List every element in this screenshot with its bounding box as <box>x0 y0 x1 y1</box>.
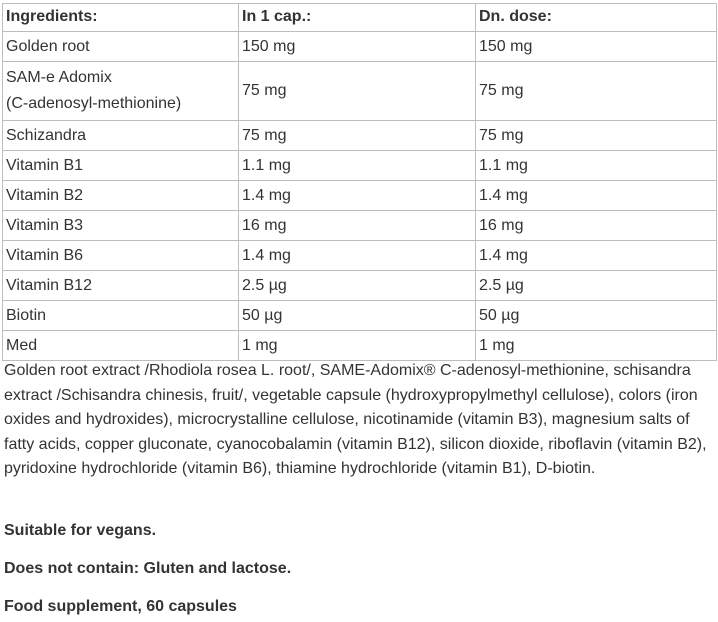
amount-daily-dose: 1.4 mg <box>476 181 717 211</box>
ingredient-name: Golden root <box>3 32 239 62</box>
header-per-capsule: In 1 cap.: <box>239 4 476 32</box>
header-daily-dose: Dn. dose: <box>476 4 717 32</box>
amount-daily-dose: 1 mg <box>476 331 717 361</box>
amount-daily-dose: 2.5 µg <box>476 271 717 301</box>
amount-per-capsule: 75 mg <box>239 121 476 151</box>
ingredient-name-line2: (C-adenosyl-methionine) <box>6 95 182 112</box>
amount-per-capsule: 1 mg <box>239 331 476 361</box>
vegan-note: Suitable for vegans. <box>4 522 157 539</box>
table-row <box>3 331 717 361</box>
ingredient-name: Vitamin B2 <box>3 181 239 211</box>
table-row <box>3 301 717 331</box>
table-row <box>3 241 717 271</box>
ingredient-name: Vitamin B6 <box>3 241 239 271</box>
amount-daily-dose: 16 mg <box>476 211 717 241</box>
amount-per-capsule: 2.5 µg <box>239 271 476 301</box>
table-row <box>3 121 717 151</box>
amount-daily-dose: 1.1 mg <box>476 151 717 181</box>
amount-daily-dose: 50 µg <box>476 301 717 331</box>
header-ingredients: Ingredients: <box>3 4 239 32</box>
amount-daily-dose: 150 mg <box>476 32 717 62</box>
ingredient-name <box>3 62 239 121</box>
amount-per-capsule: 75 mg <box>239 62 476 121</box>
supplement-note: Food supplement, 60 capsules <box>4 598 237 615</box>
amount-daily-dose: 1.4 mg <box>476 241 717 271</box>
amount-per-capsule: 16 mg <box>239 211 476 241</box>
ingredient-name: Vitamin B12 <box>3 271 239 301</box>
ingredient-name: Vitamin B3 <box>3 211 239 241</box>
amount-daily-dose: 75 mg <box>476 62 717 121</box>
amount-per-capsule: 1.4 mg <box>239 241 476 271</box>
ingredients-table <box>2 3 717 361</box>
composition-text: Golden root extract /Rhodiola rosea L. root/, SAME-Adomix® C-adenosyl-methionine, schisandra extract /Schisandra chinesis, fruit/, vegetable capsule (hydroxypropylmethyl cellulose), colors (iron oxides and hydroxides), microcrystalline cellulose, nicotinamide (vitamin B3), magnesium salts of fatty acids, copper gluconate, cyanocobalamin (vitamin B12), silicon dioxide, riboflavin (vitamin B2), pyridoxine hydrochloride (vitamin B6), thiamine hydrochloride (vitamin B1), D-biotin. <box>4 362 707 477</box>
table-row <box>3 181 717 211</box>
amount-per-capsule: 1.4 mg <box>239 181 476 211</box>
ingredient-name: Biotin <box>3 301 239 331</box>
table-row <box>3 211 717 241</box>
table-row <box>3 62 717 121</box>
amount-per-capsule: 1.1 mg <box>239 151 476 181</box>
table-header-row <box>3 4 717 32</box>
amount-per-capsule: 150 mg <box>239 32 476 62</box>
ingredient-name-line1: SAM-e Adomix <box>6 69 112 86</box>
table-row <box>3 271 717 301</box>
table-row <box>3 32 717 62</box>
allergen-note: Does not contain: Gluten and lactose. <box>4 560 292 577</box>
table-row <box>3 151 717 181</box>
ingredient-name: Med <box>3 331 239 361</box>
ingredient-name: Vitamin B1 <box>3 151 239 181</box>
amount-per-capsule: 50 µg <box>239 301 476 331</box>
ingredient-name: Schizandra <box>3 121 239 151</box>
amount-daily-dose: 75 mg <box>476 121 717 151</box>
